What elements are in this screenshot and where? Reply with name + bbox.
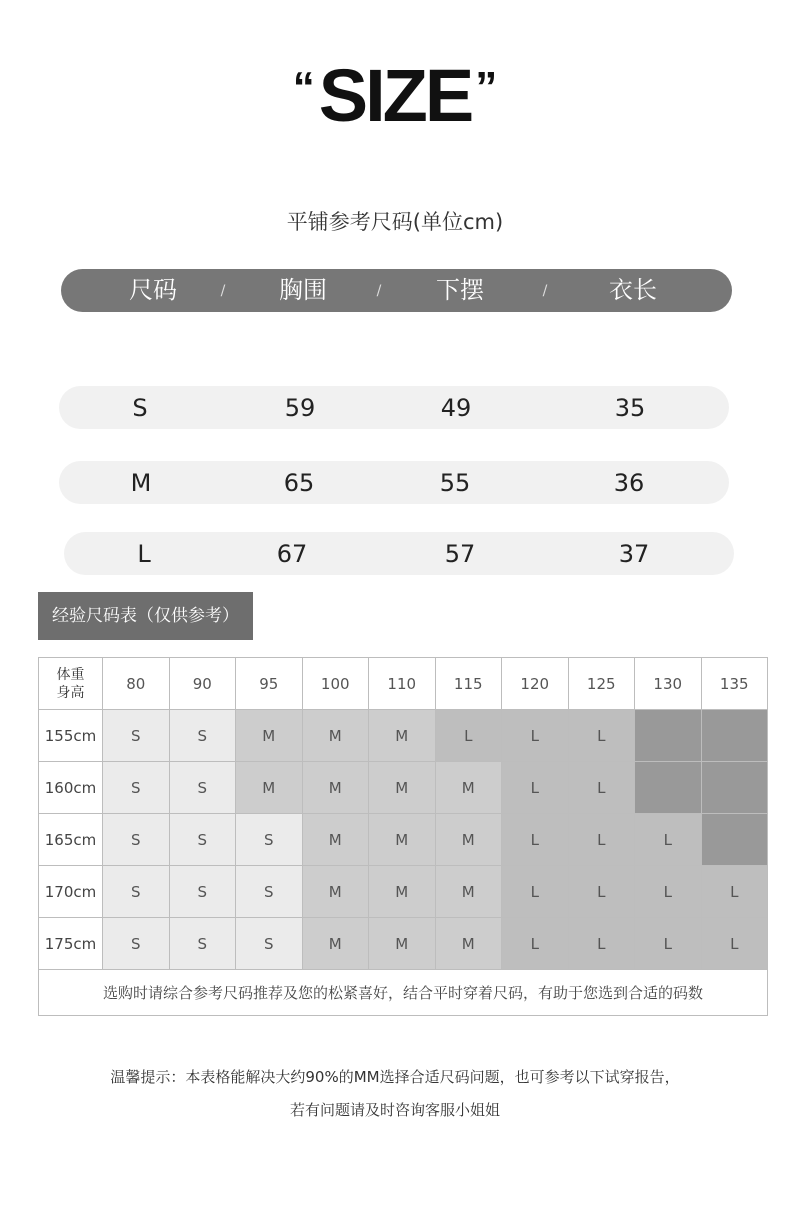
- table-row: [39, 762, 768, 814]
- header-size: 尺码: [129, 276, 177, 304]
- size-cell: M: [435, 918, 502, 970]
- size-cell: M: [435, 814, 502, 866]
- table-row: [39, 814, 768, 866]
- title-word: SIZE: [318, 54, 472, 137]
- header-hem: 下摆: [436, 276, 484, 304]
- table-footer-note: 选购时请综合参考尺码推荐及您的松紧喜好，结合平时穿着尺码，有助于您选到合适的码数: [39, 970, 768, 1016]
- experience-size-table: [38, 657, 768, 1016]
- size-cell: M: [369, 918, 436, 970]
- size-cell: M: [302, 814, 369, 866]
- table-row: [39, 710, 768, 762]
- table-row: [39, 918, 768, 970]
- size-cell: L: [502, 866, 569, 918]
- size-cell: M: [369, 710, 436, 762]
- weight-header: 125: [568, 658, 635, 710]
- size-cell: S: [169, 814, 236, 866]
- header-separator: /: [542, 283, 548, 299]
- size-cell: L: [635, 866, 702, 918]
- size-cell: M: [302, 918, 369, 970]
- empty-cell: [701, 710, 768, 762]
- size-cell: M: [369, 814, 436, 866]
- weight-header-row: [39, 658, 768, 710]
- height-cell: 175cm: [39, 918, 103, 970]
- size-cell: S: [236, 814, 303, 866]
- header-separator: /: [376, 283, 382, 299]
- size-cell: S: [103, 866, 170, 918]
- size-cell: M: [435, 762, 502, 814]
- empty-cell: [701, 814, 768, 866]
- size-row-l: [64, 532, 734, 575]
- weight-header: 90: [169, 658, 236, 710]
- table-row: [39, 866, 768, 918]
- size-cell: L: [568, 762, 635, 814]
- hem-value: 49: [440, 394, 472, 422]
- size-cell: S: [169, 866, 236, 918]
- page-title: [0, 54, 790, 138]
- size-cell: M: [435, 866, 502, 918]
- weight-label: 体重: [56, 666, 85, 683]
- size-row-s: [59, 386, 729, 429]
- size-cell: S: [169, 918, 236, 970]
- size-cell: M: [369, 866, 436, 918]
- size-row-m: [59, 461, 729, 504]
- size-cell: M: [302, 866, 369, 918]
- weight-header: 110: [369, 658, 436, 710]
- corner-cell: [39, 658, 103, 710]
- size-cell: L: [502, 814, 569, 866]
- size-cell: M: [236, 710, 303, 762]
- header-separator: /: [220, 283, 226, 299]
- header-length: 衣长: [609, 276, 657, 304]
- chest-value: 59: [284, 394, 316, 422]
- size-cell: L: [635, 814, 702, 866]
- chest-value: 67: [276, 540, 308, 568]
- experience-table-label: 经验尺码表（仅供参考）: [38, 592, 253, 640]
- chest-value: 65: [283, 469, 315, 497]
- weight-header: 130: [635, 658, 702, 710]
- header-chest: 胸围: [279, 276, 327, 304]
- open-quote: “: [292, 63, 315, 112]
- weight-header: 120: [502, 658, 569, 710]
- height-cell: 155cm: [39, 710, 103, 762]
- height-cell: 170cm: [39, 866, 103, 918]
- size-table-subtitle: 平铺参考尺码(单位cm): [286, 210, 504, 234]
- size-cell: L: [502, 710, 569, 762]
- size-cell: L: [701, 918, 768, 970]
- size-cell: L: [568, 918, 635, 970]
- weight-header: 135: [701, 658, 768, 710]
- size-cell: L: [568, 710, 635, 762]
- size-cell: L: [701, 866, 768, 918]
- size-cell: L: [635, 918, 702, 970]
- size-label: L: [137, 540, 151, 568]
- size-cell: S: [169, 762, 236, 814]
- size-label: S: [132, 394, 148, 422]
- size-label: M: [130, 469, 152, 497]
- size-cell: S: [103, 814, 170, 866]
- empty-cell: [635, 762, 702, 814]
- height-label: 身高: [56, 684, 85, 701]
- length-value: 35: [614, 394, 646, 422]
- size-cell: L: [568, 814, 635, 866]
- size-cell: L: [435, 710, 502, 762]
- empty-cell: [701, 762, 768, 814]
- size-cell: S: [103, 918, 170, 970]
- size-cell: S: [169, 710, 236, 762]
- close-quote: ”: [475, 63, 498, 112]
- weight-header: 95: [236, 658, 303, 710]
- size-cell: S: [103, 762, 170, 814]
- length-value: 37: [618, 540, 650, 568]
- empty-cell: [635, 710, 702, 762]
- size-cell: M: [302, 762, 369, 814]
- hem-value: 57: [444, 540, 476, 568]
- size-cell: M: [236, 762, 303, 814]
- size-cell: L: [502, 762, 569, 814]
- length-value: 36: [613, 469, 645, 497]
- table-footer-row: [39, 970, 768, 1016]
- weight-header: 100: [302, 658, 369, 710]
- weight-header: 115: [435, 658, 502, 710]
- hem-value: 55: [439, 469, 471, 497]
- size-cell: S: [236, 918, 303, 970]
- height-cell: 165cm: [39, 814, 103, 866]
- size-cell: M: [369, 762, 436, 814]
- size-cell: S: [103, 710, 170, 762]
- height-cell: 160cm: [39, 762, 103, 814]
- size-cell: M: [302, 710, 369, 762]
- size-cell: L: [568, 866, 635, 918]
- weight-header: 80: [103, 658, 170, 710]
- size-header-bar: [61, 269, 732, 312]
- tip-line-2: 若有问题请及时咨询客服小姐姐: [289, 1101, 500, 1119]
- size-cell: S: [236, 866, 303, 918]
- tip-line-1: 温馨提示：本表格能解决大约90%的MM选择合适尺码问题，也可参考以下试穿报告，: [110, 1068, 680, 1086]
- size-cell: L: [502, 918, 569, 970]
